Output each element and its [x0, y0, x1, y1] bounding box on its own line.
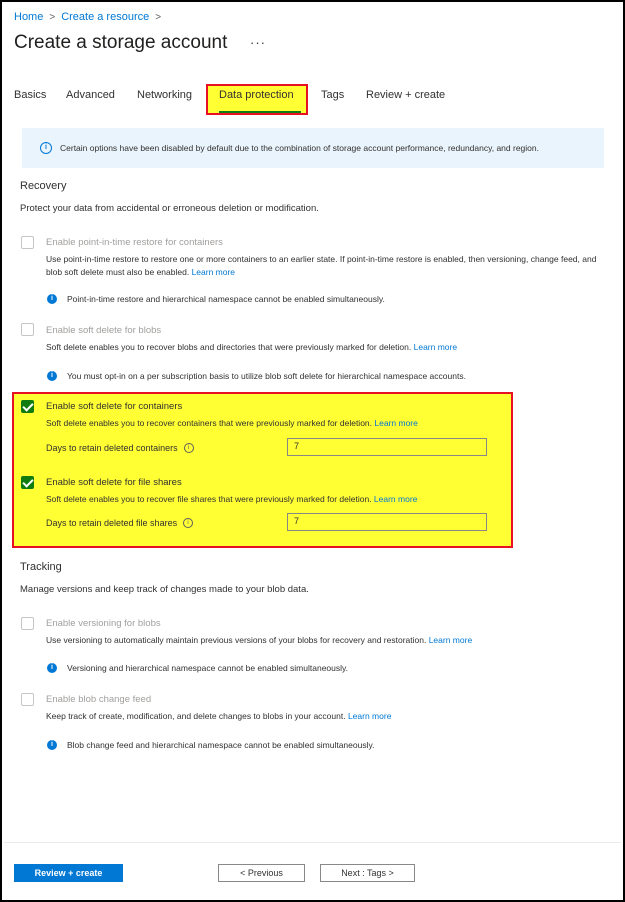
change-feed-description-text: Keep track of create, modification, and delete changes to blobs in your account.: [46, 711, 346, 721]
info-banner: [22, 128, 604, 168]
container-soft-delete-description-text: Soft delete enables you to recover containers that were previously marked for deletion.: [46, 418, 373, 428]
pitr-note: [47, 294, 385, 304]
tab-review-create[interactable]: Review + create: [366, 89, 446, 101]
file-share-soft-delete-description-text: Soft delete enables you to recover file shares that were previously marked for deletion.: [46, 494, 372, 504]
blob-soft-delete-learn-more-link[interactable]: Learn more: [413, 342, 458, 352]
breadcrumb-home-link[interactable]: Home: [14, 11, 44, 23]
page-title: Create a storage account: [14, 32, 228, 53]
breadcrumb: [14, 11, 167, 23]
previous-button[interactable]: < Previous: [218, 864, 305, 882]
container-soft-delete-checkbox[interactable]: [21, 400, 34, 413]
file-share-days-label-text: Days to retain deleted file shares: [46, 518, 178, 528]
info-icon: i: [40, 142, 52, 154]
container-days-label-text: Days to retain deleted containers: [46, 443, 178, 453]
tab-networking[interactable]: Networking: [137, 89, 193, 101]
container-days-input[interactable]: 7: [287, 438, 487, 456]
file-share-soft-delete-description: [46, 493, 417, 506]
container-days-label: [46, 443, 194, 453]
versioning-note: [47, 663, 348, 673]
file-share-days-input[interactable]: 7: [287, 513, 487, 531]
pitr-note-text: Point-in-time restore and hierarchical namespace cannot be enabled simultaneously.: [67, 294, 385, 304]
versioning-note-text: Versioning and hierarchical namespace cannot be enabled simultaneously.: [67, 663, 348, 673]
change-feed-label: Enable blob change feed: [46, 694, 152, 705]
tracking-section-title: Tracking: [20, 561, 62, 573]
active-tab-underline: [219, 111, 301, 113]
info-banner-text: Certain options have been disabled by default due to the combination of storage account performance, redundancy, and region.: [60, 143, 539, 153]
tab-tags[interactable]: Tags: [321, 89, 345, 101]
footer-divider: [4, 842, 621, 843]
change-feed-checkbox[interactable]: [21, 693, 34, 706]
review-create-button[interactable]: Review + create: [14, 864, 123, 882]
container-soft-delete-learn-more-link[interactable]: Learn more: [374, 418, 418, 428]
container-soft-delete-description: [46, 417, 418, 430]
breadcrumb-chevron-icon: >: [49, 11, 56, 23]
versioning-checkbox[interactable]: [21, 617, 34, 630]
tab-data-protection[interactable]: [219, 89, 294, 101]
change-feed-note-text: Blob change feed and hierarchical namespace cannot be enabled simultaneously.: [67, 740, 375, 750]
info-icon: i: [47, 740, 57, 750]
blob-soft-delete-checkbox[interactable]: [21, 323, 34, 336]
blob-soft-delete-note-text: You must opt-in on a per subscription basis to utilize blob soft delete for hierarchical namespace accounts.: [67, 371, 466, 381]
blob-soft-delete-label: Enable soft delete for blobs: [46, 325, 162, 336]
blob-soft-delete-description: [46, 341, 457, 354]
more-options-icon[interactable]: ···: [250, 35, 266, 50]
pitr-learn-more-link[interactable]: Learn more: [191, 267, 236, 277]
file-share-soft-delete-label: Enable soft delete for file shares: [46, 477, 182, 488]
recovery-description: Protect your data from accidental or erroneous deletion or modification.: [20, 203, 319, 214]
versioning-description: [46, 634, 472, 647]
change-feed-learn-more-link[interactable]: Learn more: [347, 711, 392, 721]
versioning-label: Enable versioning for blobs: [46, 618, 161, 629]
file-share-soft-delete-learn-more-link[interactable]: Learn more: [373, 494, 418, 504]
tab-data-protection-label: Data protection: [219, 89, 294, 101]
file-share-soft-delete-checkbox[interactable]: [21, 476, 34, 489]
versioning-learn-more-link[interactable]: Learn more: [428, 635, 473, 645]
change-feed-description: [46, 710, 391, 723]
next-tags-button[interactable]: Next : Tags >: [320, 864, 415, 882]
breadcrumb-chevron-icon: >: [155, 11, 162, 23]
info-icon: i: [47, 663, 57, 673]
container-soft-delete-label: Enable soft delete for containers: [46, 401, 183, 412]
info-tooltip-icon[interactable]: i: [183, 518, 193, 528]
file-share-days-label: [46, 518, 193, 528]
change-feed-note: [47, 740, 374, 750]
tab-advanced[interactable]: Advanced: [66, 89, 115, 101]
info-icon: i: [47, 294, 57, 304]
recovery-section-title: Recovery: [20, 180, 67, 192]
pitr-description: [46, 253, 602, 279]
tracking-description: Manage versions and keep track of changes made to your blob data.: [20, 584, 309, 595]
blob-soft-delete-description-text: Soft delete enables you to recover blobs and directories that were previously marked for deletion.: [46, 342, 412, 352]
info-icon: i: [47, 371, 57, 381]
pitr-description-text: Use point-in-time restore to restore one or more containers to an earlier state. If point-in-time restore is enabled, then versioning, change feed, and blob soft delete must also be enabled.: [46, 254, 597, 277]
breadcrumb-create-resource-link[interactable]: Create a resource: [61, 11, 150, 23]
tab-basics[interactable]: Basics: [14, 89, 47, 101]
pitr-label: Enable point-in-time restore for containers: [46, 237, 223, 248]
versioning-description-text: Use versioning to automatically maintain previous versions of your blobs for recovery and restoration.: [46, 635, 427, 645]
blob-soft-delete-note: [47, 371, 466, 381]
pitr-checkbox[interactable]: [21, 236, 34, 249]
info-tooltip-icon[interactable]: i: [184, 443, 194, 453]
